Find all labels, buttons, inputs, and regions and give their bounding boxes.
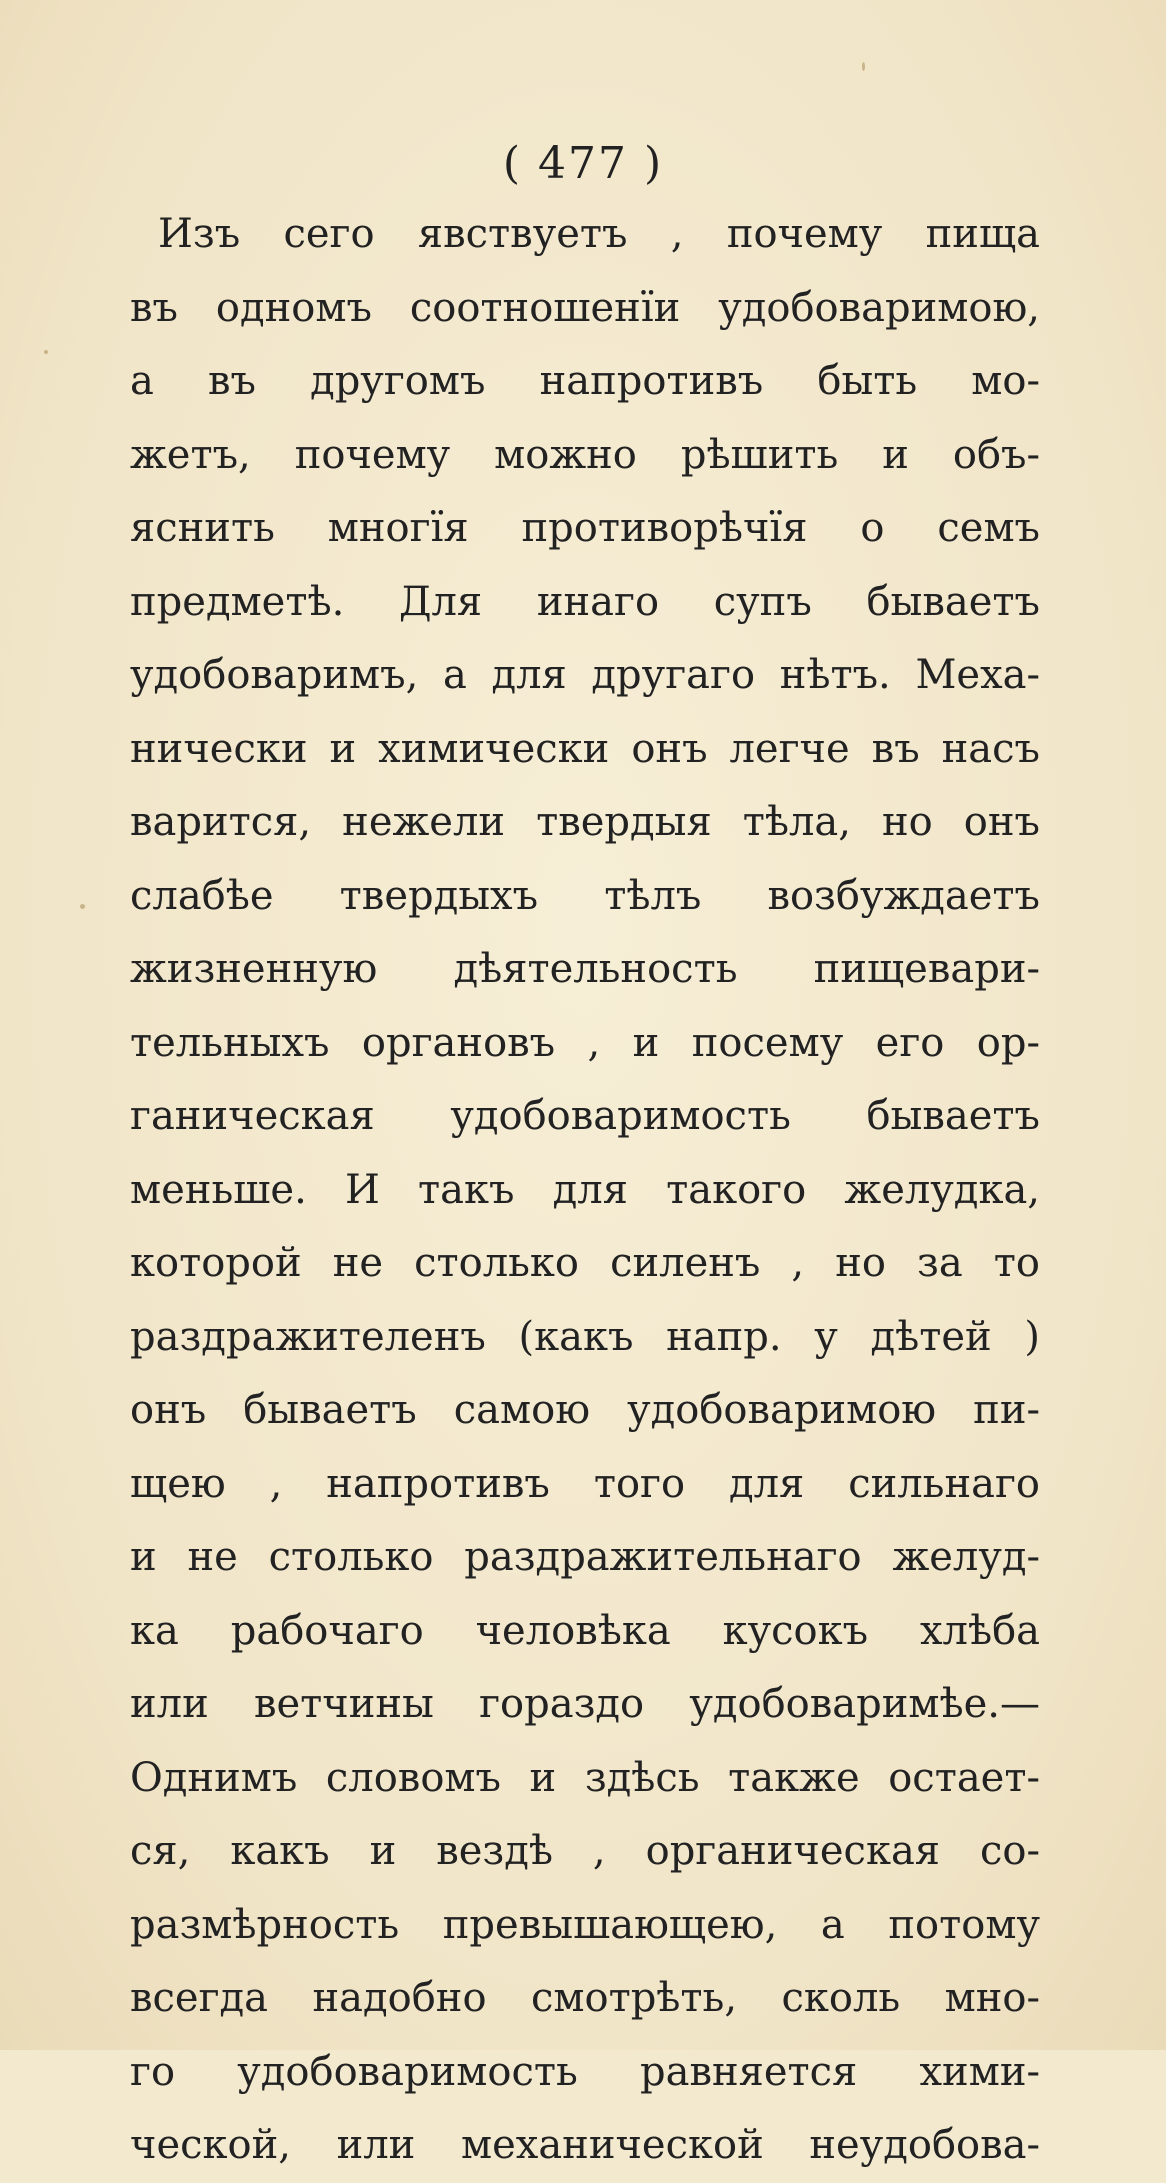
paper-speck	[862, 62, 865, 71]
text-line: тельныхъ органовъ , и посему его ор-	[130, 1019, 1040, 1066]
page-number: ( 477 )	[502, 138, 664, 189]
text-line: всегда надобно смотрѣть, сколь мно-	[130, 1975, 1040, 2021]
text-line: варится, нежели твердыя тѣла, но онъ	[130, 799, 1040, 845]
paper-speck	[44, 350, 48, 354]
text-line: Изъ сего явствуетъ , почему пища	[158, 211, 1040, 257]
text-line: которой не столько силенъ , но за то	[130, 1240, 1040, 1286]
text-line: раздражителенъ (какъ напр. у дѣтей )	[130, 1313, 1040, 1360]
text-line: нически и химически онъ легче въ насъ	[130, 725, 1040, 772]
text-line: меньше. И такъ для такого желудка,	[130, 1166, 1040, 1213]
text-line: ческой, или механической неудобова-	[130, 2122, 1040, 2168]
text-line: го удобоваримость равняется хими-	[130, 2048, 1040, 2095]
paper-speck	[80, 904, 85, 909]
text-line: Однимъ словомъ и здѣсь также остает-	[130, 1754, 1040, 1801]
text-line: и не столько раздражительнаго желуд-	[130, 1534, 1040, 1580]
text-line: въ одномъ соотношенїи удобоваримою,	[130, 284, 1040, 331]
text-line: жизненную дѣятельность пищевари-	[130, 946, 1040, 992]
text-line: ка рабочаго человѣка кусокъ хлѣба	[130, 1607, 1040, 1654]
text-line: предметѣ. Для инаго супъ бываетъ	[130, 578, 1040, 625]
text-line: яснить многїя противорѣчїя о семъ	[130, 505, 1040, 551]
text-line: удобоваримъ, а для другаго нѣтъ. Меха-	[130, 652, 1040, 698]
body-text	[130, 198, 1040, 2183]
text-line: слабѣе твердыхъ тѣлъ возбуждаетъ	[130, 872, 1040, 919]
text-line: жетъ, почему можно рѣшить и объ-	[130, 431, 1040, 478]
text-line: или ветчины гораздо удобоваримѣе.—	[130, 1681, 1040, 1727]
text-line: ся, какъ и вездѣ , органическая со-	[130, 1828, 1040, 1874]
text-line: а въ другомъ напротивъ быть мо-	[130, 358, 1040, 404]
text-line: онъ бываетъ самою удобоваримою пи-	[130, 1387, 1040, 1433]
text-line: размѣрность превышающею, а потому	[130, 1901, 1040, 1948]
text-line: щею , напротивъ того для сильнаго	[130, 1460, 1040, 1507]
text-line: ганическая удобоваримость бываетъ	[130, 1093, 1040, 1139]
